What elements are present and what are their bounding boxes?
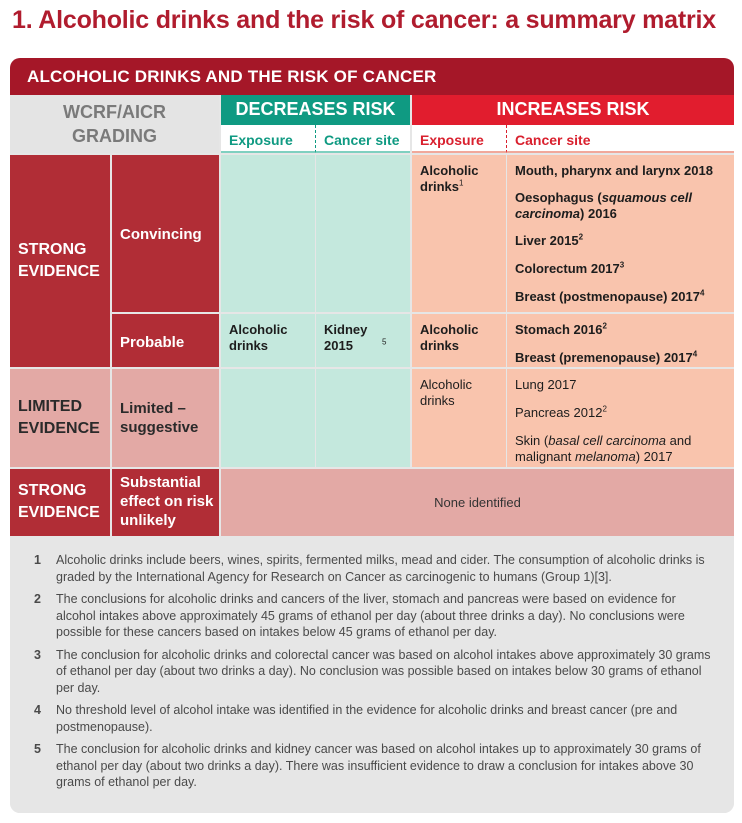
footnote: 2 The conclusions for alcoholic drinks and cancers of the liver, stomach and pancreas were based on evidence for alcohol intakes above approximately 45 grams of ethanol per day (about three drinks a day). No conclusions were possible for these cancers based on intakes below 45 grams of ethanol per day. xyxy=(34,592,685,639)
dec-exposure-header: Exposure xyxy=(221,125,315,153)
prob-inc-exposure-text: Alcoholic drinks xyxy=(420,322,479,353)
convincing-label: Convincing xyxy=(112,155,219,312)
footnote: 4 No threshold level of alcohol intake was identified in the evidence for alcoholic drinks and breast cancer (pre and postmenopause). xyxy=(34,703,678,734)
footnote: 1 Alcoholic drinks include beers, wines, spirits, fermented milks, mead and cider. The consumption of alcoholic drinks is graded by the International Agency for Research on Cancer as carcinogenic to humans (Group 1)[3]. xyxy=(34,553,705,584)
site-item: Breast (premenopause) 2017$^4$ xyxy=(515,349,698,365)
increases-risk-header: INCREASES RISK xyxy=(412,95,734,125)
site-item: Skin (basal cell carcinoma and malignant melanoma) 2017 xyxy=(515,433,692,464)
conv-inc-exposure-text: Alcoholic drinks xyxy=(420,163,479,194)
prob-inc-exposure-cell xyxy=(412,314,506,367)
site-item: Oesophagus (squamous cell carcinoma) 2016 xyxy=(515,190,692,221)
conv-inc-sites-cell xyxy=(507,155,734,312)
lim-dec-site-cell xyxy=(316,369,410,467)
dec-cancer-site-header: Cancer site xyxy=(315,125,410,153)
site-item: Breast (postmenopause) 2017$^4$ xyxy=(515,288,705,304)
conv-dec-site-cell xyxy=(316,155,410,312)
conv-inc-exposure-cell xyxy=(412,155,506,312)
site-item: Lung 2017 xyxy=(515,377,577,392)
limited-suggestive-label: Limited – suggestive xyxy=(112,369,219,467)
strong-evidence-label-2: STRONG EVIDENCE xyxy=(10,469,110,536)
decreases-risk-header: DECREASES RISK xyxy=(221,95,410,125)
none-identified-cell: None identified xyxy=(221,469,734,536)
footnote: 3 The conclusion for alcoholic drinks and colorectal cancer was based on alcohol intakes above approximately 30 grams of ethanol per day (about two drinks a day). No conclusion was possible based on intakes below 30 grams of ethanol per day. xyxy=(34,647,711,695)
limited-evidence-label: LIMITED EVIDENCE xyxy=(10,369,110,467)
strong-evidence-label: STRONG EVIDENCE xyxy=(10,155,110,367)
substantial-effect-label: Substantial effect on risk unlikely xyxy=(112,469,219,536)
site-item: Colorectum 2017$^3$ xyxy=(515,260,625,276)
lim-inc-exposure-text: Alcoholic drinks xyxy=(420,377,473,408)
site-item: Pancreas 2012$^2$ xyxy=(515,404,607,420)
site-item: Liver 2015$^2$ xyxy=(515,232,584,248)
summary-matrix xyxy=(10,58,734,813)
footnotes xyxy=(10,538,734,813)
inc-cancer-site-header: Cancer site xyxy=(506,125,734,153)
conv-dec-exposure-cell xyxy=(221,155,315,312)
prob-dec-exposure-text: Alcoholic drinks xyxy=(229,322,288,353)
inc-exposure-header: Exposure xyxy=(412,125,506,153)
prob-dec-site-text: Kidney 2015 xyxy=(324,322,368,353)
probable-label: Probable xyxy=(112,314,219,367)
page-title: 1. Alcoholic drinks and the risk of cancer: a summary matrix xyxy=(12,6,716,34)
lim-inc-exposure-cell xyxy=(412,369,506,467)
prob-inc-sites-cell xyxy=(507,314,734,367)
prob-dec-site-cell: Kidney 2015 $^5$ xyxy=(316,314,410,367)
site-item: Mouth, pharynx and larynx 2018 xyxy=(515,163,713,178)
lim-dec-exposure-cell xyxy=(221,369,315,467)
matrix-header: ALCOHOLIC DRINKS AND THE RISK OF CANCER xyxy=(10,58,734,95)
lim-inc-sites-cell xyxy=(507,369,734,467)
footnote-ref: 1 xyxy=(459,178,464,188)
footnote: 5 The conclusion for alcoholic drinks and kidney cancer was based on alcohol intakes up to approximately 30 grams of ethanol per day (about two drinks a day). There was insufficient evidence to draw a conclusion for intakes above 30 grams of ethanol per day. xyxy=(34,742,701,789)
grading-header xyxy=(10,95,219,153)
prob-dec-exposure-cell xyxy=(221,314,315,367)
grading-label: WCRF/AICR GRADING xyxy=(63,102,166,146)
site-item: Stomach 2016$^2$ xyxy=(515,321,607,337)
